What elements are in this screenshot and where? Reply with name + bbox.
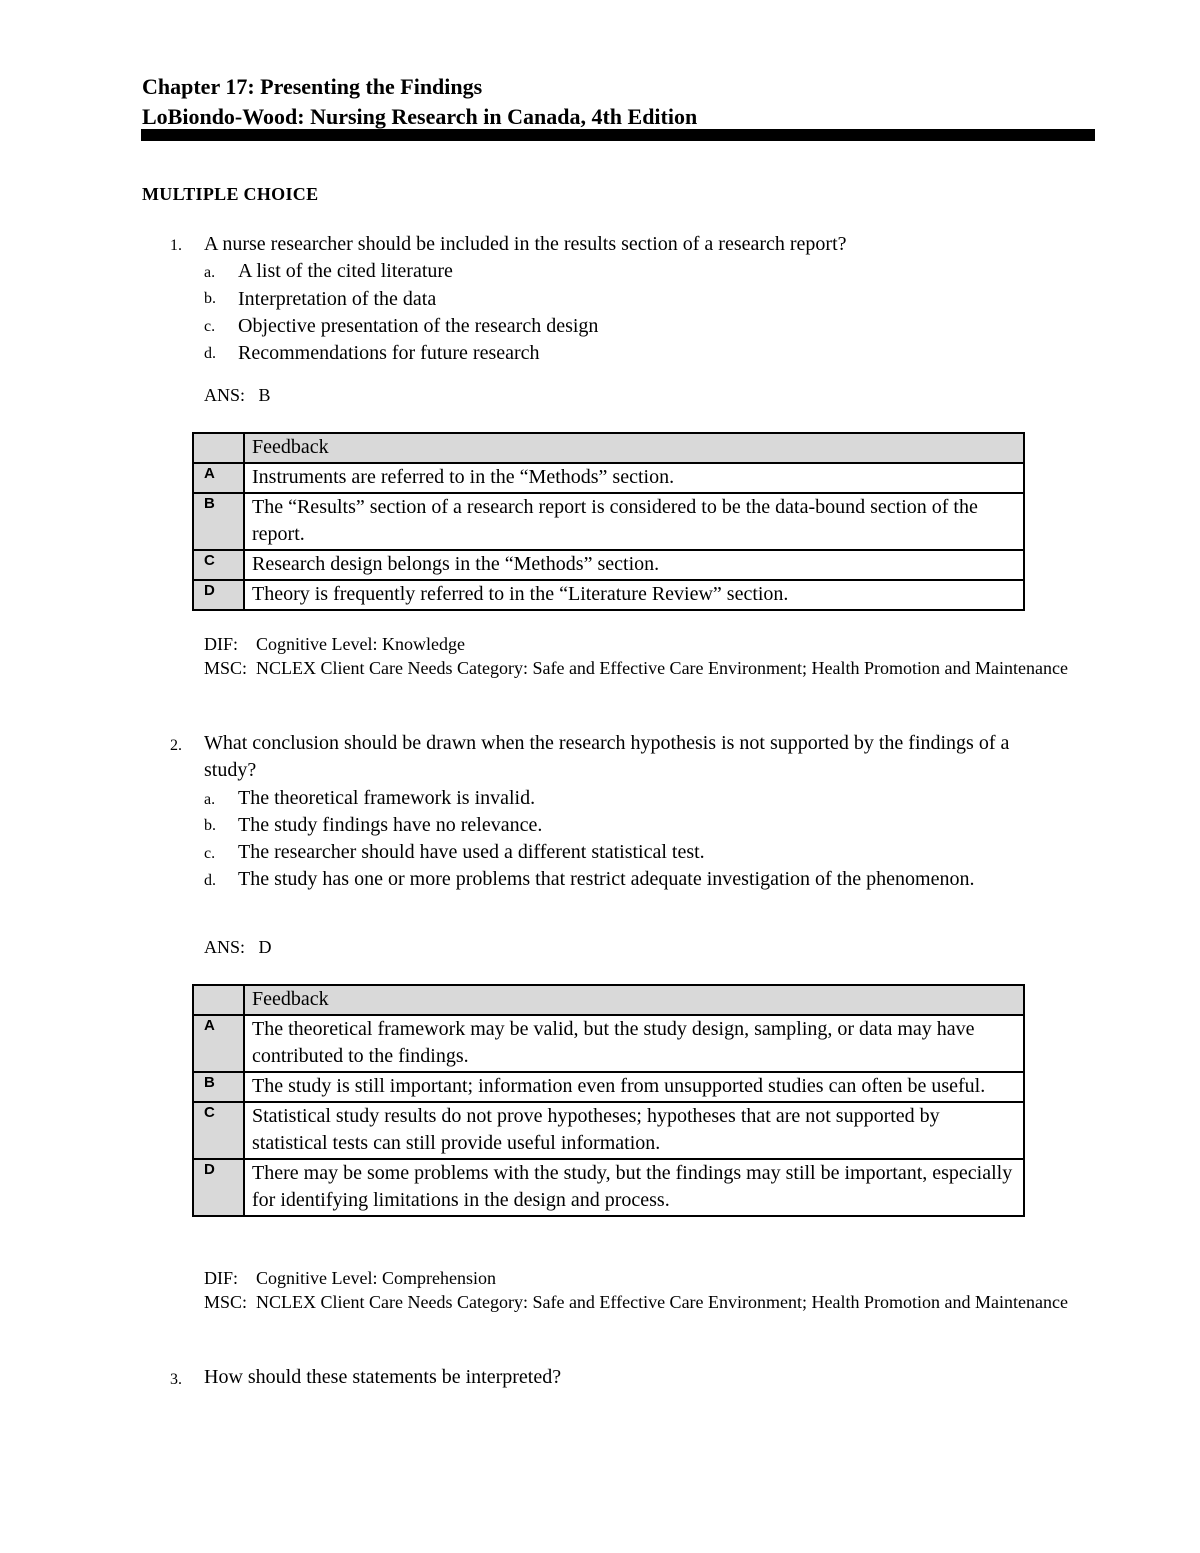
feedback-label: A	[193, 463, 244, 493]
feedback-table	[192, 432, 1025, 611]
option-letter: b.	[204, 290, 216, 307]
feedback-text: There may be some problems with the study, but the findings may still be important, especially for identifying limitations in the design and process.	[244, 1159, 1024, 1216]
difficulty-level: DIF: Cognitive Level: Knowledge	[204, 634, 465, 654]
feedback-text: The theoretical framework may be valid, but the study design, sampling, or data may have contributed to the findings.	[244, 1015, 1024, 1072]
question-number: 1.	[170, 237, 182, 254]
difficulty-level: DIF: Cognitive Level: Comprehension	[204, 1268, 496, 1288]
option-text: A list of the cited literature	[238, 260, 453, 282]
feedback-label: D	[193, 1159, 244, 1216]
header-rule	[141, 129, 1095, 141]
feedback-text: The study is still important; information even from unsupported studies can often be useful.	[244, 1072, 1024, 1102]
option-text: The study has one or more problems that restrict adequate investigation of the phenomenon.	[238, 868, 975, 890]
feedback-text: The “Results” section of a research report is considered to be the data-bound section of the report.	[244, 493, 1024, 550]
feedback-text: Instruments are referred to in the “Methods” section.	[244, 463, 1024, 493]
feedback-label: B	[193, 1072, 244, 1102]
question-text: A nurse researcher should be included in the results section of a research report?	[204, 233, 847, 255]
feedback-label: A	[193, 1015, 244, 1072]
option-letter: a.	[204, 264, 216, 281]
feedback-label: C	[193, 1102, 244, 1159]
feedback-header: Feedback	[244, 433, 1024, 463]
question-number: 3.	[170, 1371, 182, 1388]
option-text: The theoretical framework is invalid.	[238, 787, 536, 809]
section-heading: MULTIPLE CHOICE	[142, 184, 319, 204]
option-letter: d.	[204, 345, 216, 362]
question-text: How should these statements be interpreted?	[204, 1366, 562, 1388]
option-text: The researcher should have used a different statistical test.	[238, 841, 705, 863]
option-text: Recommendations for future research	[238, 342, 540, 364]
feedback-text: Statistical study results do not prove hypotheses; hypotheses that are not supported by statistical tests can still provide useful information.	[244, 1102, 1024, 1159]
feedback-corner-cell	[193, 433, 244, 463]
msc-category: MSC: NCLEX Client Care Needs Category: Safe and Effective Care Environment; Health Promotion and Maintenance	[204, 1292, 1068, 1312]
answer-key: ANS: B	[204, 385, 271, 405]
option-letter: c.	[204, 318, 216, 335]
chapter-title: Chapter 17: Presenting the Findings	[142, 74, 483, 99]
answer-key: ANS: D	[204, 937, 272, 957]
option-letter: c.	[204, 845, 216, 862]
feedback-label: D	[193, 580, 244, 610]
feedback-corner-cell	[193, 985, 244, 1015]
feedback-header: Feedback	[244, 985, 1024, 1015]
question-number: 2.	[170, 737, 182, 754]
feedback-text: Research design belongs in the “Methods” section.	[244, 550, 1024, 580]
option-letter: b.	[204, 817, 216, 834]
option-text: Objective presentation of the research design	[238, 315, 599, 337]
feedback-table	[192, 984, 1025, 1217]
feedback-text: Theory is frequently referred to in the “Literature Review” section.	[244, 580, 1024, 610]
book-title: LoBiondo-Wood: Nursing Research in Canada, 4th Edition	[142, 104, 698, 129]
question-text: What conclusion should be drawn when the research hypothesis is not supported by the findings of a study?	[204, 732, 1010, 781]
option-text: Interpretation of the data	[238, 288, 437, 310]
option-letter: a.	[204, 791, 216, 808]
feedback-label: B	[193, 493, 244, 550]
feedback-label: C	[193, 550, 244, 580]
option-text: The study findings have no relevance.	[238, 814, 543, 836]
option-letter: d.	[204, 872, 216, 889]
msc-category: MSC: NCLEX Client Care Needs Category: Safe and Effective Care Environment; Health Promotion and Maintenance	[204, 658, 1068, 678]
